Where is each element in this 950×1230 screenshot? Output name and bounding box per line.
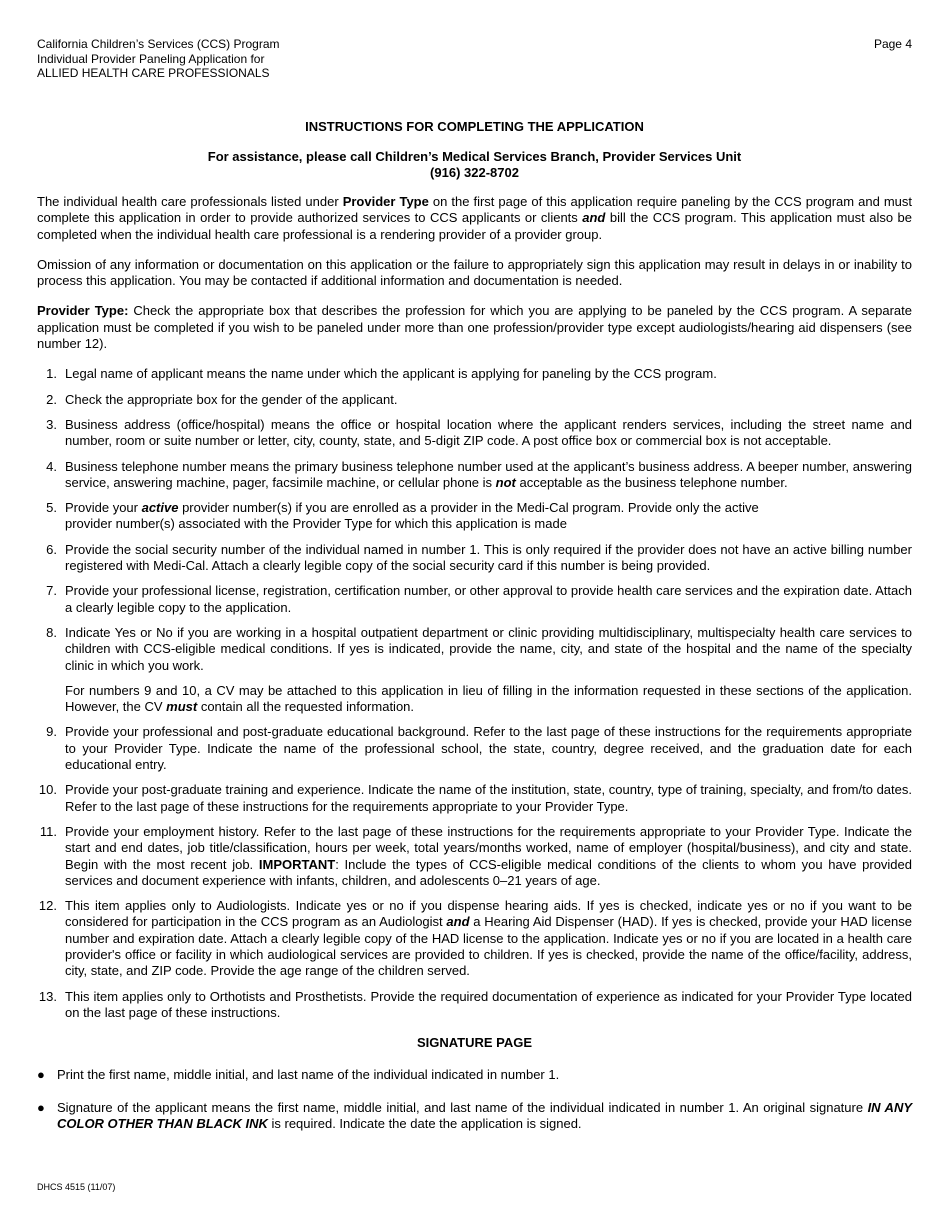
- note-text: For numbers 9 and 10, a CV may be attached to this application in lieu of filling in the information requested in these sections of the application. However, the CV: [65, 682, 912, 715]
- intro-text: bill the CCS program. This application must also be completed when the individual health care professional is a rendering provider of a provider group.: [37, 210, 912, 242]
- header-application: Individual Provider Paneling Application for: [37, 51, 265, 66]
- item-emphasis: not: [495, 474, 516, 490]
- bullet-text: Signature of the applicant means the first name, middle initial, and last name of the individual indicated in number 1. An original signature: [57, 1099, 868, 1115]
- item-emphasis: active: [141, 500, 179, 516]
- cv-note: [37, 683, 912, 716]
- item-number: 11.: [39, 823, 57, 839]
- bullet-text: Print the first name, middle initial, and last name of the individual indicated in number 1.: [57, 1067, 560, 1083]
- item-number: 3.: [46, 416, 57, 432]
- item-text: Indicate Yes or No if you are working in a hospital outpatient department or clinic providing multidisciplinary, multispecialty health care services to children with CCS-eligible medical conditions. If yes is indicated, provide the name, city, and state of the hospital and the name of the specialty clinic in which you work.: [65, 624, 912, 673]
- item-text: Provide the social security number of the individual named in number 1. This is only required if the provider does not have an active billing number registered with Medi-Cal. Attach a clearly legible copy of the social security card if this number is being provided.: [65, 541, 912, 574]
- provider-type-label: Provider Type:: [37, 303, 129, 319]
- item-number: 12.: [38, 898, 57, 914]
- item-number: 5.: [46, 500, 57, 516]
- assistance-text: For assistance, please call Children’s Medical Services Branch, Provider Services Unit: [207, 149, 742, 164]
- item-text: Provide your employment history. Refer to the last page of these instructions for the requirements appropriate to your Provider Type. Indicate the start and end dates, job title/classification, hours per week, total years/months worked, name of employer (hospital/business), and city and state. Begin with the most recent job.: [65, 823, 912, 872]
- page-number: Page 4: [873, 37, 912, 51]
- note-emphasis: must: [166, 699, 198, 715]
- item-emphasis: and: [446, 914, 470, 930]
- item-number: 6.: [46, 541, 57, 557]
- item-number: 4.: [46, 458, 57, 474]
- note-text: contain all the requested information.: [197, 699, 415, 715]
- item-text: Business address (office/hospital) means the office or hospital location where the applicant renders services, including the street name and number, room or suite number or letter, city, county, state, and 5-digit ZIP code. A post office box or commercial box is not acceptable.: [65, 416, 912, 449]
- omission-paragraph: Omission of any information or documentation on this application or the failure to appropriately sign this application may result in delays in or inability to process this application. You may be contacted if additional information and documentation is needed.: [37, 256, 912, 289]
- item-emphasis: IMPORTANT: [258, 856, 336, 872]
- item-number: 2.: [46, 391, 57, 407]
- header-audience: ALLIED HEALTH CARE PROFESSIONALS: [37, 66, 270, 80]
- intro-emphasis: and: [582, 210, 606, 226]
- bullet-icon: ●: [37, 1099, 45, 1115]
- item-number: 1.: [46, 366, 57, 382]
- list-item: [37, 392, 912, 408]
- item-text: Check the appropriate box for the gender of the applicant.: [65, 391, 398, 407]
- item-text: provider number(s) associated with the Provider Type for which this application is made: [65, 516, 567, 532]
- intro-paragraph: [37, 194, 912, 243]
- item-text: This item applies only to Audiologists. Indicate yes or no if you dispense hearing aids. If yes is checked, indicate yes or no if you want to be considered for participation in the CCS program as an Audiologist: [65, 898, 912, 930]
- item-text: a Hearing Aid Dispenser (HAD). If yes is checked, provide your HAD license number and expiration date. Attach a clearly legible copy of the HAD license to the application. Indicate yes or no if you are located in a health care provider's office or facility in which audiological services are provided to children. If yes is checked, provide the name of the office/facility, address, city, state, and ZIP code. Provide the age range of the children served.: [65, 914, 912, 979]
- list-item: [37, 724, 912, 773]
- signature-section-title: SIGNATURE PAGE: [416, 1035, 533, 1051]
- intro-provider-type: Provider Type: [342, 194, 429, 209]
- document-header: [37, 37, 280, 81]
- header-program: California Children’s Services (CCS) Program: [37, 37, 280, 51]
- intro-text: on the first page of this application require paneling by the CCS program and must complete this application in order to provide authorized services to CCS applicants or clients: [37, 194, 913, 226]
- item-text: This item applies only to Orthotists and Prosthetists. Provide the required documentation of experience as indicated for your Provider Type located on the last page of these instructions.: [65, 988, 912, 1020]
- list-item: [37, 782, 912, 815]
- assistance-block: [37, 149, 912, 180]
- intro-text: The individual health care professionals listed under: [37, 194, 343, 209]
- item-number: 13.: [38, 988, 57, 1004]
- item-text: provider number(s) if you are enrolled as a provider in the Medi-Cal program. Provide only the active: [178, 500, 759, 516]
- item-text: Business telephone number means the primary business telephone number used at the applicant’s business address. A beeper number, answering service, answering machine, pager, facsimile machine, or cellular phone is: [65, 458, 912, 490]
- signature-list: [37, 1067, 912, 1132]
- item-number: 10.: [38, 782, 57, 798]
- list-item: [37, 366, 912, 382]
- bullet-text: is required. Indicate the date the application is signed.: [267, 1116, 582, 1132]
- list-item: [37, 459, 912, 492]
- item-text: acceptable as the business telephone number.: [515, 474, 788, 490]
- list-item: [37, 1100, 912, 1133]
- item-text: Legal name of applicant means the name under which the applicant is applying for paneling by the CCS program.: [65, 366, 717, 382]
- list-item: [37, 625, 912, 674]
- provider-type-paragraph: [37, 303, 912, 352]
- item-text: Provide your: [65, 500, 142, 516]
- item-text: : Include the types of CCS-eligible medical conditions of the clients to whom you have provided services and document experience with infants, children, and adolescents 0–21 years of age.: [65, 856, 913, 888]
- bullet-icon: ●: [37, 1067, 45, 1083]
- bullet-emphasis: IN ANY COLOR OTHER THAN BLACK INK: [57, 1099, 913, 1132]
- page-title: INSTRUCTIONS FOR COMPLETING THE APPLICATION: [305, 119, 644, 134]
- item-text: Provide your professional and post-graduate educational background. Refer to the last page of these instructions for the requirements appropriate to your Provider Type. Indicate the name of the professional school, the state, country, degree received, and the graduation date for each educational entry.: [65, 724, 912, 773]
- item-text: Provide your professional license, registration, certification number, or other approval to provide health care services and the expiration date. Attach a clearly legible copy to the application.: [65, 583, 912, 615]
- item-number: 8.: [46, 624, 57, 640]
- assistance-phone: (916) 322-8702: [430, 164, 519, 180]
- item-number: 9.: [46, 724, 57, 740]
- list-item: [37, 898, 912, 979]
- list-item: [37, 583, 912, 616]
- list-item: [37, 989, 912, 1022]
- document-body: [37, 119, 912, 1148]
- item-number: 7.: [46, 583, 57, 599]
- provider-type-text: Check the appropriate box that describes the profession for which you are applying to be paneled by the CCS program. A separate application must be completed if you wish to be paneled under more than one profession/provider type except audiologists/hearing aid dispensers (see number 12).: [37, 303, 912, 352]
- item-text: Provide your post-graduate training and experience. Indicate the name of the institution, state, country, type of training, specialty, and from/to dates. Refer to the last page of these instructions for the requirements appropriate to your Provider Type.: [65, 782, 912, 814]
- list-item: [37, 417, 912, 450]
- list-item: [37, 1067, 912, 1083]
- instruction-list: [37, 366, 912, 1021]
- form-code: DHCS 4515 (11/07): [37, 1182, 116, 1192]
- list-item: [37, 500, 912, 533]
- list-item: [37, 824, 912, 889]
- list-item: [37, 542, 912, 575]
